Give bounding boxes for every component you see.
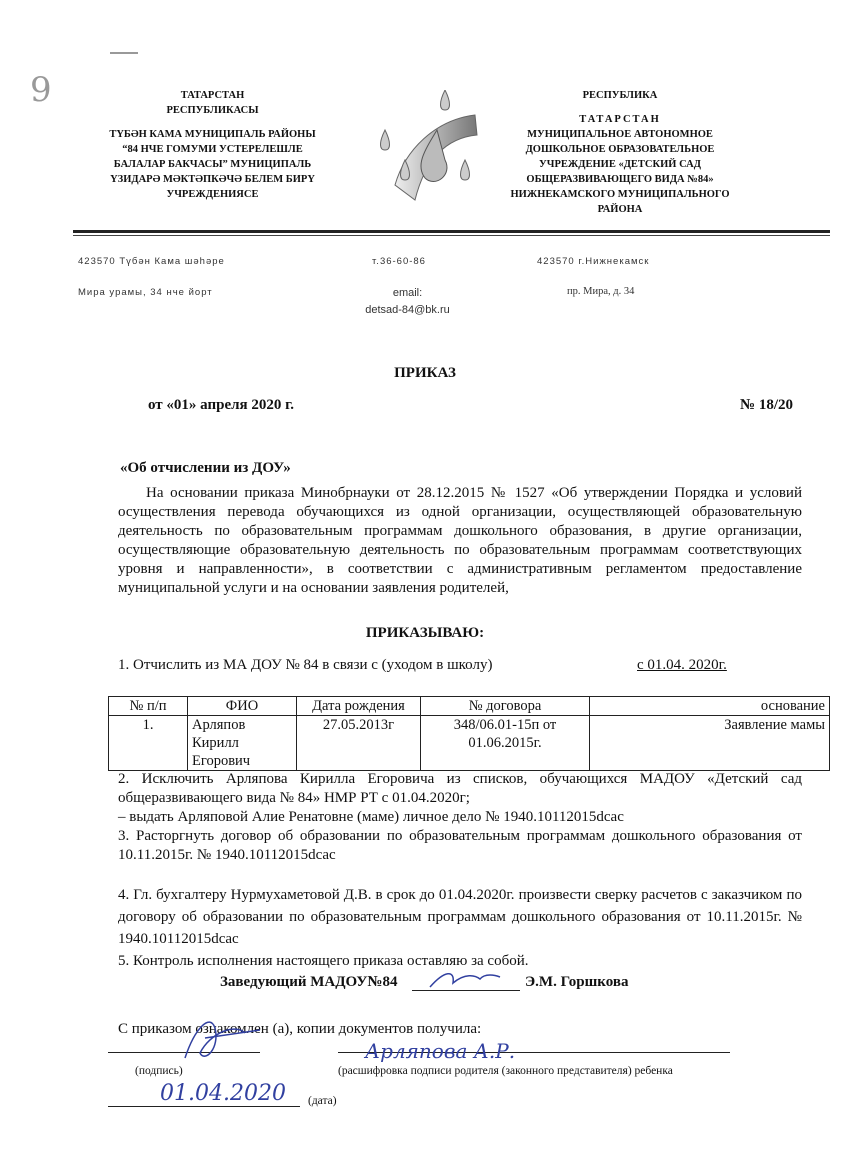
pencil-mark: 9 bbox=[30, 70, 52, 110]
address-left-2: Мира урамы, 34 нче йорт bbox=[78, 287, 213, 298]
parent-name-handwritten: Арляпова А.Р. bbox=[365, 1039, 516, 1063]
cell-number: 1. bbox=[109, 716, 188, 771]
header-left-line: ҮЗИДАРӘ МӘКТӘПКӘЧӘ БЕЛЕМ БИРҮ bbox=[110, 174, 315, 185]
header-left-line: ТҮБӘН КАМА МУНИЦИПАЛЬ РАЙОНЫ bbox=[109, 129, 316, 140]
item-1-date: с 01.04. 2020г. bbox=[637, 657, 727, 673]
address-right-2: пр. Мира, д. 34 bbox=[567, 286, 635, 297]
header-left-line: ТАТАРСТАН bbox=[180, 90, 245, 101]
item-1: 1. Отчислить из МА ДОУ № 84 в связи с (уходом в школу) bbox=[118, 657, 493, 673]
item-2b: – выдать Арляповой Алие Ренатовне (маме) личное дело № 1940.10112015dcac bbox=[118, 809, 624, 825]
header-cell: Дата рождения bbox=[297, 697, 421, 716]
parent-signature-icon bbox=[175, 1008, 265, 1068]
header-right-line: МУНИЦИПАЛЬНОЕ АВТОНОМНОЕ bbox=[527, 129, 713, 140]
date-line bbox=[108, 1106, 300, 1107]
header-left-line: РЕСПУБЛИКАСЫ bbox=[166, 105, 259, 116]
cell-contract: 348/06.01-15п от 01.06.2015г. bbox=[421, 716, 590, 771]
header-right-line: НИЖНЕКАМСКОГО МУНИЦИПАЛЬНОГО bbox=[510, 189, 730, 200]
header-right-line: ДОШКОЛЬНОЕ ОБРАЗОВАТЕЛЬНОЕ bbox=[525, 144, 715, 155]
phone: т.36-60-86 bbox=[372, 256, 426, 267]
date-handwritten: 01.04.2020 bbox=[160, 1081, 286, 1106]
doc-number: № 18/20 bbox=[740, 397, 793, 413]
doc-date: от «01» апреля 2020 г. bbox=[148, 397, 295, 413]
header-right-line: РАЙОНА bbox=[597, 204, 643, 215]
header-right-line: УЧРЕЖДЕНИЕ «ДЕТСКИЙ САД bbox=[539, 159, 701, 170]
header-right bbox=[490, 88, 750, 217]
children-table bbox=[108, 696, 830, 771]
header-cell: № п/п bbox=[109, 697, 188, 716]
order-heading: ПРИКАЗЫВАЮ: bbox=[365, 625, 485, 641]
header-right-line: ТАТАРСТАН bbox=[579, 114, 661, 125]
email: detsad-84@bk.ru bbox=[365, 304, 450, 316]
preamble-paragraph: На основании приказа Минобрнауки от 28.12.2015 № 1527 «Об утверждении Порядка и условий осуществления перевода обучающихся из одной организации, осуществляющей образовательную деятельность по образовательным программам дошкольного образования, в другие организации, осуществляющие образовательную деятельность по образовательным программам соответствующих уровня и направленности», в соответствии с административным регламентом предоставление муниципальной услуги и на основании заявления родителей, bbox=[118, 485, 802, 596]
pencil-line bbox=[110, 52, 138, 54]
doc-subject: «Об отчислении из ДОУ» bbox=[120, 460, 291, 476]
header-cell: № договора bbox=[421, 697, 590, 716]
address-right-1: 423570 г.Нижнекамск bbox=[537, 256, 650, 267]
cell-basis: Заявление мамы bbox=[590, 716, 830, 771]
header-cell: ФИО bbox=[188, 697, 297, 716]
doc-title: ПРИКАЗ bbox=[394, 365, 456, 381]
header-left-line: БАЛАЛАР БАКЧАСЫ” МУНИЦИПАЛЬ bbox=[113, 159, 312, 170]
header-left bbox=[80, 88, 345, 202]
head-name: Э.М. Горшкова bbox=[525, 974, 629, 990]
item-2: 2. Исключить Арляпова Кирилла Егоровича из списков, обучающихся МАДОУ «Детский сад общеразвивающего вида № 84» НМР РТ с 01.04.2020г; bbox=[118, 771, 802, 806]
header-left-line: УЧРЕЖДЕНИЯСЕ bbox=[166, 189, 259, 200]
header-cell: основание bbox=[590, 697, 830, 716]
item-5: 5. Контроль исполнения настоящего приказа оставляю за собой. bbox=[118, 953, 529, 969]
header-right-line: ОБЩЕРАЗВИВАЮЩЕГО ВИДА №84» bbox=[526, 174, 714, 185]
table-header-row bbox=[109, 697, 830, 716]
item-3: 3. Расторгнуть договор об образовании по образовательным программам дошкольного образования от 10.11.2015г. № 1940.10112015dcac bbox=[118, 828, 802, 863]
header-divider bbox=[73, 230, 830, 236]
acknowledgement: С приказом ознакомлен (а), копии документов получила: bbox=[118, 1021, 482, 1037]
cell-birthdate: 27.05.2013г bbox=[297, 716, 421, 771]
head-signature-icon bbox=[425, 965, 505, 995]
head-title: Заведующий МАДОУ№84 bbox=[220, 974, 398, 990]
header-right-line: РЕСПУБЛИКА bbox=[582, 90, 658, 101]
header-left-line: “84 НЧЕ ГОМУМИ УСТЕРЕЛЕШЛЕ bbox=[122, 144, 303, 155]
signature-label: (подпись) bbox=[135, 1065, 183, 1077]
logo-droplets-icon bbox=[375, 90, 485, 210]
decode-label: (расшифровка подписи родителя (законного представителя) ребенка bbox=[338, 1065, 673, 1077]
date-label: (дата) bbox=[308, 1095, 337, 1107]
cell-name: Арляпов Кирилл Егорович bbox=[188, 716, 297, 771]
table-row bbox=[109, 716, 830, 771]
item-4: 4. Гл. бухгалтеру Нурмухаметовой Д.В. в срок до 01.04.2020г. произвести сверку расчетов с заказчиком по договору об образовании по образовательным программам дошкольного образования от 10.11.2015г. № 1940.10112015dcac bbox=[118, 887, 802, 947]
address-left-1: 423570 Түбән Кама шәһәре bbox=[78, 256, 225, 267]
email-label: email: bbox=[392, 287, 423, 299]
